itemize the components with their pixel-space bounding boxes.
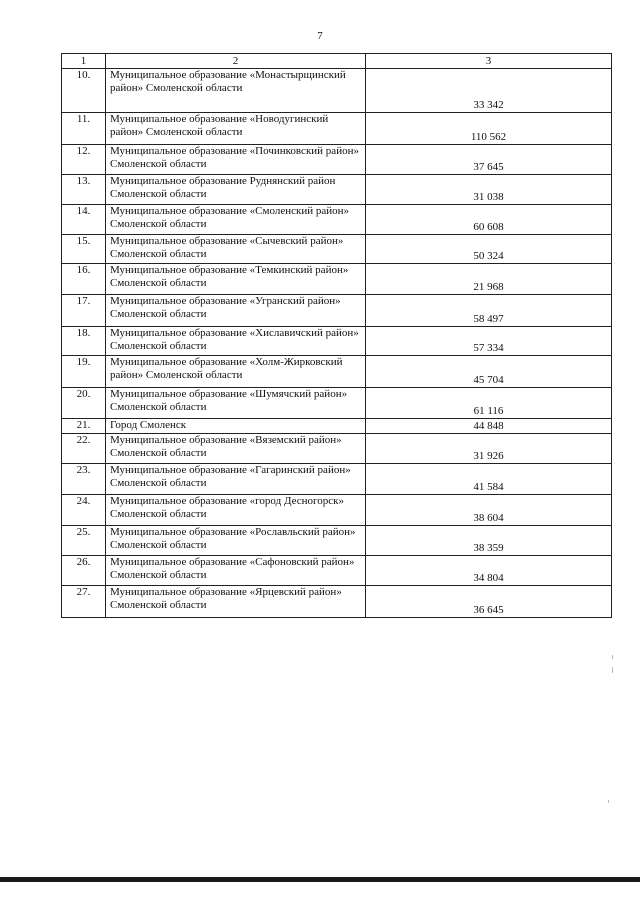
table-row [62,69,612,113]
municipality-name: Муниципальное образование «Темкинский район» Смоленской области [106,264,366,295]
row-number: 23. [62,464,106,495]
table-row [62,145,612,175]
row-value: 34 804 [366,556,612,586]
row-value: 61 116 [366,388,612,419]
table-row [62,205,612,235]
row-value: 58 497 [366,295,612,327]
row-number: 10. [62,69,106,113]
row-number: 22. [62,434,106,464]
table-row [62,388,612,419]
column-header-name: 2 [106,54,366,69]
table-row [62,434,612,464]
table-row [62,356,612,388]
row-value: 36 645 [366,586,612,618]
municipality-name: Муниципальное образование «Новодугинский район» Смоленской области [106,113,366,145]
row-number: 21. [62,419,106,434]
municipality-name: Муниципальное образование «Холм-Жирковский район» Смоленской области [106,356,366,388]
scan-speck [612,655,613,659]
row-number: 20. [62,388,106,419]
row-number: 27. [62,586,106,618]
municipality-name: Муниципальное образование «Смоленский район» Смоленской области [106,205,366,235]
municipality-name: Муниципальное образование «город Десногорск» Смоленской области [106,495,366,526]
row-value: 50 324 [366,235,612,264]
table-row [62,495,612,526]
municipality-name: Муниципальное образование Руднянский район Смоленской области [106,175,366,205]
scan-border-stripe [0,877,640,882]
table-row [62,175,612,205]
row-value: 44 848 [366,419,612,434]
municipality-name: Муниципальное образование «Монастырщинский район» Смоленской области [106,69,366,113]
row-value: 57 334 [366,327,612,356]
row-value: 41 584 [366,464,612,495]
table-header-row [62,54,612,69]
municipality-name: Муниципальное образование «Рославльский район» Смоленской области [106,526,366,556]
row-value: 31 926 [366,434,612,464]
row-value: 110 562 [366,113,612,145]
row-number: 13. [62,175,106,205]
row-number: 17. [62,295,106,327]
municipality-name: Муниципальное образование «Сафоновский район» Смоленской области [106,556,366,586]
municipality-name: Муниципальное образование «Гагаринский район» Смоленской области [106,464,366,495]
municipality-name: Муниципальное образование «Шумячский район» Смоленской области [106,388,366,419]
row-number: 11. [62,113,106,145]
municipality-name: Муниципальное образование «Вяземский район» Смоленской области [106,434,366,464]
data-table [61,53,612,618]
row-value: 31 038 [366,175,612,205]
row-value: 45 704 [366,356,612,388]
row-value: 60 608 [366,205,612,235]
scan-speck [608,800,609,803]
municipality-name: Муниципальное образование «Угранский район» Смоленской области [106,295,366,327]
row-number: 24. [62,495,106,526]
table-row [62,464,612,495]
table-body [62,54,612,618]
table-row [62,327,612,356]
row-value: 21 968 [366,264,612,295]
row-value: 38 359 [366,526,612,556]
row-number: 12. [62,145,106,175]
table-row [62,586,612,618]
row-number: 15. [62,235,106,264]
table-row [62,264,612,295]
row-value: 33 342 [366,69,612,113]
row-number: 14. [62,205,106,235]
table-row [62,295,612,327]
table-row [62,113,612,145]
municipality-name: Муниципальное образование «Починковский район» Смоленской области [106,145,366,175]
column-header-number: 1 [62,54,106,69]
table-row [62,556,612,586]
table-row [62,235,612,264]
table-row [62,419,612,434]
scan-speck [612,667,613,673]
row-number: 16. [62,264,106,295]
column-header-value: 3 [366,54,612,69]
table-row [62,526,612,556]
municipality-name: Муниципальное образование «Хиславичский район» Смоленской области [106,327,366,356]
municipality-name: Муниципальное образование «Сычевский район» Смоленской области [106,235,366,264]
row-number: 26. [62,556,106,586]
municipality-name: Город Смоленск [106,419,366,434]
page-number: 7 [317,30,323,42]
municipality-name: Муниципальное образование «Ярцевский район» Смоленской области [106,586,366,618]
row-value: 37 645 [366,145,612,175]
row-number: 18. [62,327,106,356]
row-number: 25. [62,526,106,556]
row-value: 38 604 [366,495,612,526]
row-number: 19. [62,356,106,388]
